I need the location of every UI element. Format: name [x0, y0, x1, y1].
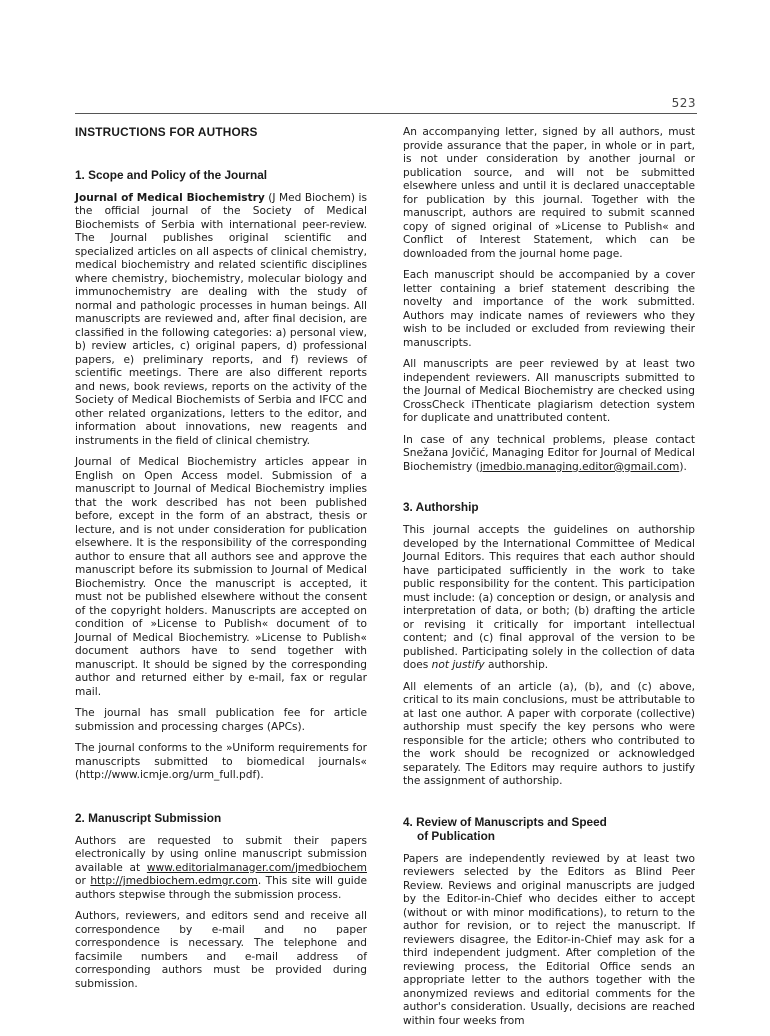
section-1-heading: 1. Scope and Policy of the Journal: [75, 167, 268, 182]
right-paragraph-4-text-a: In case of any technical problems, please contact Snežana Jovičić, Managing Editor for Journal of Medical Biochemistry (: [403, 433, 695, 473]
section-1-paragraph-4: The journal conforms to the »Uniform requirements for manuscripts submitted to biomedical journals« (http://www.icmje.org/urm_full.pdf).: [75, 742, 367, 781]
section-1-paragraph-1: [75, 192, 367, 449]
right-column: [403, 126, 695, 1036]
right-paragraph-3: All manuscripts are peer reviewed by at least two independent reviewers. All manuscripts submitted to the Journal of Medical Biochemistry are checked using CrossCheck iThenticate plagiarism detection system for duplicate and unattributed content.: [403, 358, 695, 424]
spacer: [75, 791, 367, 811]
section-3-heading: 3. Authorship: [403, 500, 479, 514]
edmgr-link[interactable]: http://jmedbiochem.edmgr.com: [90, 875, 258, 887]
section-2-paragraph-1-text-b: or: [75, 875, 91, 887]
section-1-paragraph-2: Journal of Medical Biochemistry articles appear in English on Open Access model. Submission of a manuscript to Journal of Medical Biochemistry implies that the work described has not been published before, except in the form of an abstract, thesis or lecture, and is not under consideration for publication elsewhere. It is the responsibility of the corresponding author to ensure that all authors see and approve the manuscript before its submission to Journal of Medical Biochemistry. Once the manuscript is accepted, it must not be published elsewhere without the consent of the copyright holders. Manuscripts are accepted on condition of »License to Publish« document of to Journal of Medical Biochemistry. »License to Publish« document authors have to send together with manuscript. It should be signed by the corresponding author and returned either by e-mail, fax or regular mail.: [75, 456, 367, 698]
section-3-paragraph-1-text-a: This journal accepts the guidelines on authorship developed by the International Committee of Medical Journal Editors. This requires that each author should have participated sufficiently in the work to take public responsibility for the content. This participation must include: (a) conception or design, or analysis and interpretation of data, or both; (b) drafting the article or revising it critically for important intellectual content; and (c) final approval of the version to be published. Participating solely in the collection of data does: [403, 524, 695, 671]
right-paragraph-4-text-b: ).: [679, 460, 687, 473]
section-3-paragraph-2: All elements of an article (a), (b), and (c) above, critical to its main conclusions, must be attributable to at last one author. A paper with corporate (collective) authorship must specify the key persons who were responsible for the article; others who contributed to the work should be recognized or acknowledged separately. The Editors may require authors to justify the assignment of authorship.: [403, 680, 695, 787]
managing-editor-email-link[interactable]: jmedbio.managing.editor@gmail.com: [479, 460, 680, 473]
spacer: [403, 797, 695, 815]
right-paragraph-4: [403, 434, 695, 475]
section-1-paragraph-1-text: (J Med Biochem) is the official journal of the Society of Medical Biochemists of Serbia with international peer-review. The Journal publishes original scientific and specialized articles on all aspects of clinical chemistry, medical biochemistry and related scientific disciplines where chemistry, biochemistry, molecular biology and immunochemistry are dealing with the study of normal and pathologic processes in human beings. All manuscripts are reviewed and, after final decision, are classified in the following categories: a) personal view, b) review articles, c) original papers, d) professional papers, e) preliminary reports, and f) reviews of scientific meetings. There are also different reports and news, book reviews, reports on the activity of the Society of Medical Biochemists of Serbia and IFCC and other related organizations, letters to the editor, and information about innovations, new reagents and instruments in the field of clinical chemistry.: [75, 191, 367, 447]
section-4-heading-line-2: of Publication: [417, 828, 495, 843]
section-1-paragraph-3: The journal has small publication fee for article submission and processing charges (APCs).: [75, 707, 367, 733]
section-3-paragraph-1: [403, 524, 695, 673]
header-rule: [75, 113, 697, 114]
section-4-heading: [403, 815, 695, 843]
section-3-emphasis: not justify: [431, 659, 485, 671]
section-3-paragraph-1-text-b: authorship.: [484, 659, 549, 671]
document-title: INSTRUCTIONS FOR AUTHORS: [75, 125, 258, 139]
journal-name-bold: Journal of Medical Biochemistry: [75, 191, 265, 204]
section-2-heading: 2. Manuscript Submission: [75, 810, 222, 825]
section-4-heading-line-1: 4. Review of Manuscripts and Speed: [403, 814, 607, 829]
section-2-paragraph-1: [75, 835, 367, 903]
right-paragraph-1: An accompanying letter, signed by all authors, must provide assurance that the paper, in whole or in part, is not under consideration by another journal or publication source, and will not be submitted elsewhere unless and until it is declared unacceptable for publication by this journal. Together with the manuscript, authors are required to submit scanned copy of signed original of »License to Publish« and Conflict of Interest Statement, which can be downloaded from the journal home page.: [403, 126, 695, 260]
page-number: 523: [671, 96, 696, 110]
section-2-paragraph-2: Authors, reviewers, and editors send and receive all correspondence by e-mail and no paper correspondence is necessary. The telephone and facsimile numbers and e-mail address of corresponding authors must be provided during submission.: [75, 910, 367, 990]
section-2-paragraph-1-text-a: Authors are requested to submit their papers electronically by using online manuscript submission available at: [75, 834, 367, 874]
section-2-paragraph-1-text-c: . This site will guide authors stepwise through the submission process.: [75, 875, 367, 901]
section-4-paragraph-1: Papers are independently reviewed by at least two reviewers selected by the Editors as Blind Peer Review. Reviews and original manuscripts are judged by the Editor-in-Chief who decides either to accept (without or with minor modifications), to return to the author for revision, or to reject the manuscript. If reviewers disagree, the Editor-in-Chief may ask for a third independent judgment. After completion of the reviewing process, the Editorial Office sends an appropriate letter to the authors together with the anonymized reviews and editorial comments for the author's consideration. Usually, decisions are reached within four weeks from: [403, 852, 695, 1027]
spacer: [403, 482, 695, 500]
editorial-manager-link[interactable]: www.editorialmanager.com/jmedbiochem: [146, 861, 367, 874]
right-paragraph-2: Each manuscript should be accompanied by a cover letter containing a brief statement describing the novelty and importance of the work submitted. Authors may indicate names of reviewers who they wish to be included or excluded from reviewing their manuscripts.: [403, 269, 695, 349]
left-column: [75, 126, 367, 999]
